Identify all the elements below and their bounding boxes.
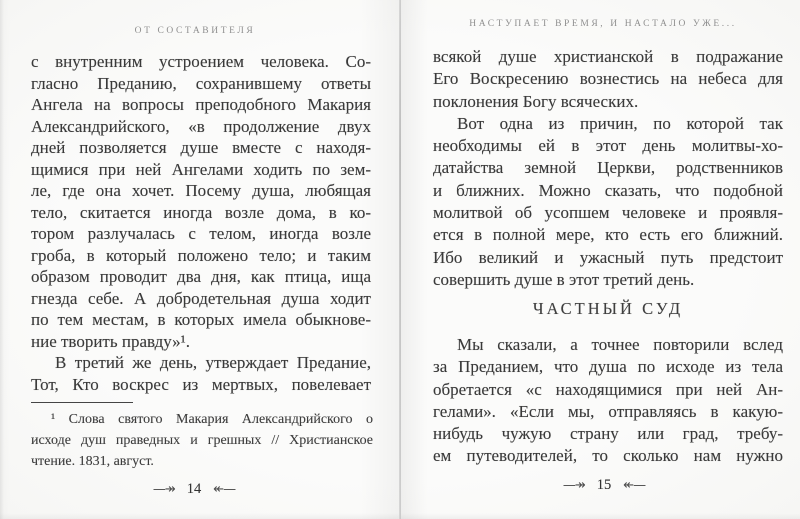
right-page-body-text-top: [433, 46, 783, 291]
text-line: Ангела на вопросы преподобного Макария: [31, 95, 371, 114]
footnote-divider: [31, 402, 133, 403]
text-line: щимися при ней Ангелами ходить по зем-: [31, 159, 371, 179]
text-line: Ибо великий и ужасный путь предстоит: [433, 247, 783, 267]
text-line: необходимы ей в этот день молитвы-хо-: [433, 136, 783, 156]
page-ornament-left-icon: —↠: [562, 477, 585, 493]
text-line: В третий же день, утверждает Предание,: [55, 353, 371, 372]
text-line: Тот, Кто воскрес из мертвых, повелевает: [31, 374, 371, 394]
left-running-header: ОТ СОСТАВИТЕЛЯ: [134, 26, 256, 36]
text-line: Вот одна из причин, по которой так: [457, 113, 783, 133]
right-page-number-row: [400, 477, 800, 494]
section-heading: ЧАСТНЫЙ СУД: [532, 299, 684, 318]
text-line: гнезда себе. А добродетельная душа ходит: [31, 288, 371, 308]
right-page-body-text-bottom: [433, 334, 783, 468]
text-line: гелами». «Если мы, отправляясь в какую-: [433, 401, 783, 421]
text-line: Мы сказали, а точнее повторили вслед: [457, 335, 783, 354]
text-line: обретается «с находящимися при ней Ан-: [433, 379, 783, 399]
page-ornament-left-icon: —↠: [152, 481, 175, 497]
text-line: датайства земной Церкви, родственников: [433, 158, 783, 178]
text-line: ем путеводителей, то сколько нам нужно: [433, 446, 783, 466]
right-page-number: 15: [596, 477, 612, 493]
text-line: образом проводит два дня, как птица, ища: [31, 267, 371, 286]
text-line: с внутренним устроением человека. Со-: [31, 52, 371, 71]
text-line: за Преданием, что душа по исходе из тела: [433, 357, 783, 377]
text-line: совершить душе в этот третий день.: [433, 269, 695, 289]
text-line: всякой душе христианской в подражание: [433, 47, 783, 66]
text-line: молитвой об усопшем человеке и проявля-: [433, 203, 783, 223]
text-line: тело, скитается иногда возле дома, в ко-: [31, 202, 371, 222]
text-line: ¹ Слова святого Макария Александрийского о: [51, 412, 373, 427]
text-line: дней позволяется душе вместе с находя-: [31, 138, 371, 157]
text-line: гласно Преданию, сохранившему ответы: [31, 73, 371, 93]
left-page-body-text: [31, 51, 371, 395]
text-line: чтение. 1831, август.: [31, 454, 154, 469]
right-running-header: НАСТУПАЕТ ВРЕМЯ, И НАСТАЛО УЖЕ...: [469, 19, 737, 29]
left-page-footnote: [31, 409, 373, 472]
left-page-number-row: [0, 481, 400, 498]
text-line: поклонения Богу всяческих.: [433, 91, 639, 111]
text-line: ле, где она хочет. Посему душа, любящая: [31, 181, 371, 200]
text-line: и ближних. Можно сказать, что подобной: [433, 180, 783, 200]
page-ornament-right-icon: ↞—: [623, 477, 646, 493]
text-line: Александрийского, «в продолжение двух: [31, 116, 371, 136]
text-line: исходе душ праведных и грешных // Христианское: [31, 433, 373, 448]
text-line: ется в полной мере, кто есть его ближний.: [433, 225, 783, 245]
text-line: гроба, в который положено тело; и таким: [31, 245, 371, 265]
text-line: нибудь чужую страну или град, требу-: [433, 424, 783, 444]
text-line: тором разлучалась с телом, иногда возле: [31, 224, 371, 243]
right-page: [400, 0, 800, 519]
text-line: Его Воскресению вознестись на небеса для: [433, 69, 783, 89]
left-page-number: 14: [186, 481, 202, 497]
page-ornament-right-icon: ↞—: [213, 481, 236, 497]
text-line: по тем местам, в которых имела обыкнове-: [31, 310, 371, 329]
text-line: ние творить правду»¹.: [31, 331, 191, 351]
